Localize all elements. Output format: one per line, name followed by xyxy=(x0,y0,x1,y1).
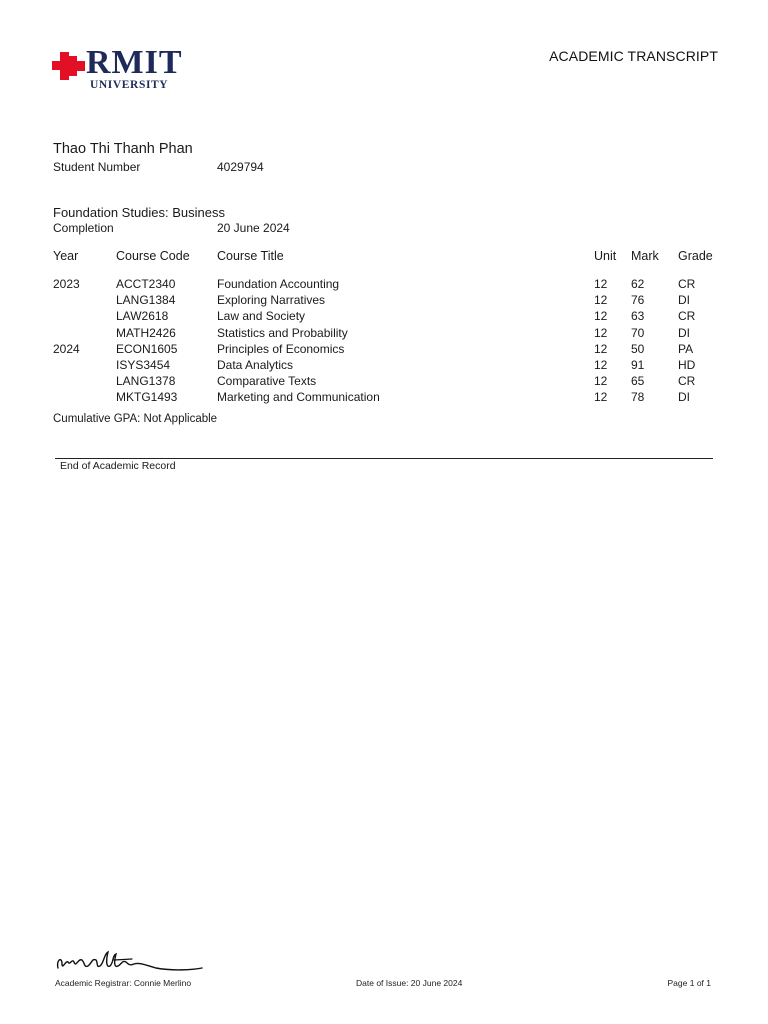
document-title: ACADEMIC TRANSCRIPT xyxy=(549,48,718,64)
table-row xyxy=(53,277,723,293)
table-row xyxy=(53,293,723,309)
header-mark: Mark xyxy=(631,249,659,263)
row-mark: 91 xyxy=(631,357,645,372)
row-course-code: MATH2426 xyxy=(116,325,176,340)
row-year: 2023 xyxy=(53,277,80,291)
row-unit: 12 xyxy=(594,309,608,324)
row-grade: CR xyxy=(678,374,696,389)
row-course-code: LAW2618 xyxy=(116,309,169,324)
rmit-pixel-mark-icon xyxy=(52,52,86,80)
table-row xyxy=(53,358,723,374)
header-course-title: Course Title xyxy=(217,249,284,263)
footer-date-of-issue: Date of Issue: 20 June 2024 xyxy=(356,978,463,988)
row-course-title: Exploring Narratives xyxy=(217,293,326,308)
row-course-title: Marketing and Communication xyxy=(217,390,380,405)
table-header-row xyxy=(53,249,723,271)
table-row xyxy=(53,374,723,390)
row-mark: 70 xyxy=(631,325,645,340)
row-grade: HD xyxy=(678,357,696,372)
footer-registrar: Academic Registrar: Connie Merlino xyxy=(55,978,192,988)
row-course-title: Law and Society xyxy=(217,309,306,324)
end-divider xyxy=(55,458,713,459)
row-unit: 12 xyxy=(594,341,608,356)
row-grade: CR xyxy=(678,277,696,291)
row-course-code: ACCT2340 xyxy=(116,277,176,291)
cumulative-gpa: Cumulative GPA: Not Applicable xyxy=(53,413,218,425)
student-name: Thao Thi Thanh Phan xyxy=(53,141,193,157)
row-mark: 78 xyxy=(631,390,645,405)
table-row xyxy=(53,326,723,342)
row-unit: 12 xyxy=(594,390,608,405)
course-table xyxy=(53,249,723,407)
row-grade: DI xyxy=(678,325,690,340)
row-course-title: Comparative Texts xyxy=(217,374,317,389)
student-number-value: 4029794 xyxy=(217,160,264,174)
header-year: Year xyxy=(53,249,79,263)
row-unit: 12 xyxy=(594,325,608,340)
table-row xyxy=(53,309,723,325)
header-grade: Grade xyxy=(678,249,713,263)
row-course-title: Statistics and Probability xyxy=(217,325,348,340)
program-name: Foundation Studies: Business xyxy=(53,205,225,220)
row-year: 2024 xyxy=(53,341,80,356)
row-grade: CR xyxy=(678,309,696,324)
row-course-title: Foundation Accounting xyxy=(217,277,340,291)
row-course-code: LANG1384 xyxy=(116,293,176,308)
row-course-code: LANG1378 xyxy=(116,374,176,389)
row-unit: 12 xyxy=(594,374,608,389)
row-unit: 12 xyxy=(594,357,608,372)
registrar-signature xyxy=(52,946,212,976)
row-course-code: ECON1605 xyxy=(116,341,178,356)
row-course-title: Data Analytics xyxy=(217,357,294,372)
header-unit: Unit xyxy=(594,249,617,263)
rmit-logo xyxy=(52,44,182,94)
row-mark: 76 xyxy=(631,293,645,308)
completion-label: Completion xyxy=(53,221,114,235)
row-grade: DI xyxy=(678,390,690,405)
header-course-code: Course Code xyxy=(116,249,190,263)
completion-date: 20 June 2024 xyxy=(217,221,290,235)
row-mark: 62 xyxy=(631,277,645,291)
student-number-label: Student Number xyxy=(53,160,141,174)
end-of-record: End of Academic Record xyxy=(60,460,176,472)
table-row xyxy=(53,342,723,358)
row-mark: 63 xyxy=(631,309,645,324)
row-course-title: Principles of Economics xyxy=(217,341,345,356)
row-grade: DI xyxy=(678,293,690,308)
table-body xyxy=(53,277,723,407)
row-mark: 50 xyxy=(631,341,645,356)
footer-page-number: Page 1 of 1 xyxy=(667,978,711,988)
row-course-code: MKTG1493 xyxy=(116,390,178,405)
row-mark: 65 xyxy=(631,374,645,389)
row-unit: 12 xyxy=(594,277,608,291)
row-unit: 12 xyxy=(594,293,608,308)
logo-subtext: UNIVERSITY xyxy=(90,79,169,91)
row-grade: PA xyxy=(678,341,694,356)
logo-wordmark: RMIT xyxy=(86,44,183,81)
row-course-code: ISYS3454 xyxy=(116,357,171,372)
table-row xyxy=(53,390,723,406)
